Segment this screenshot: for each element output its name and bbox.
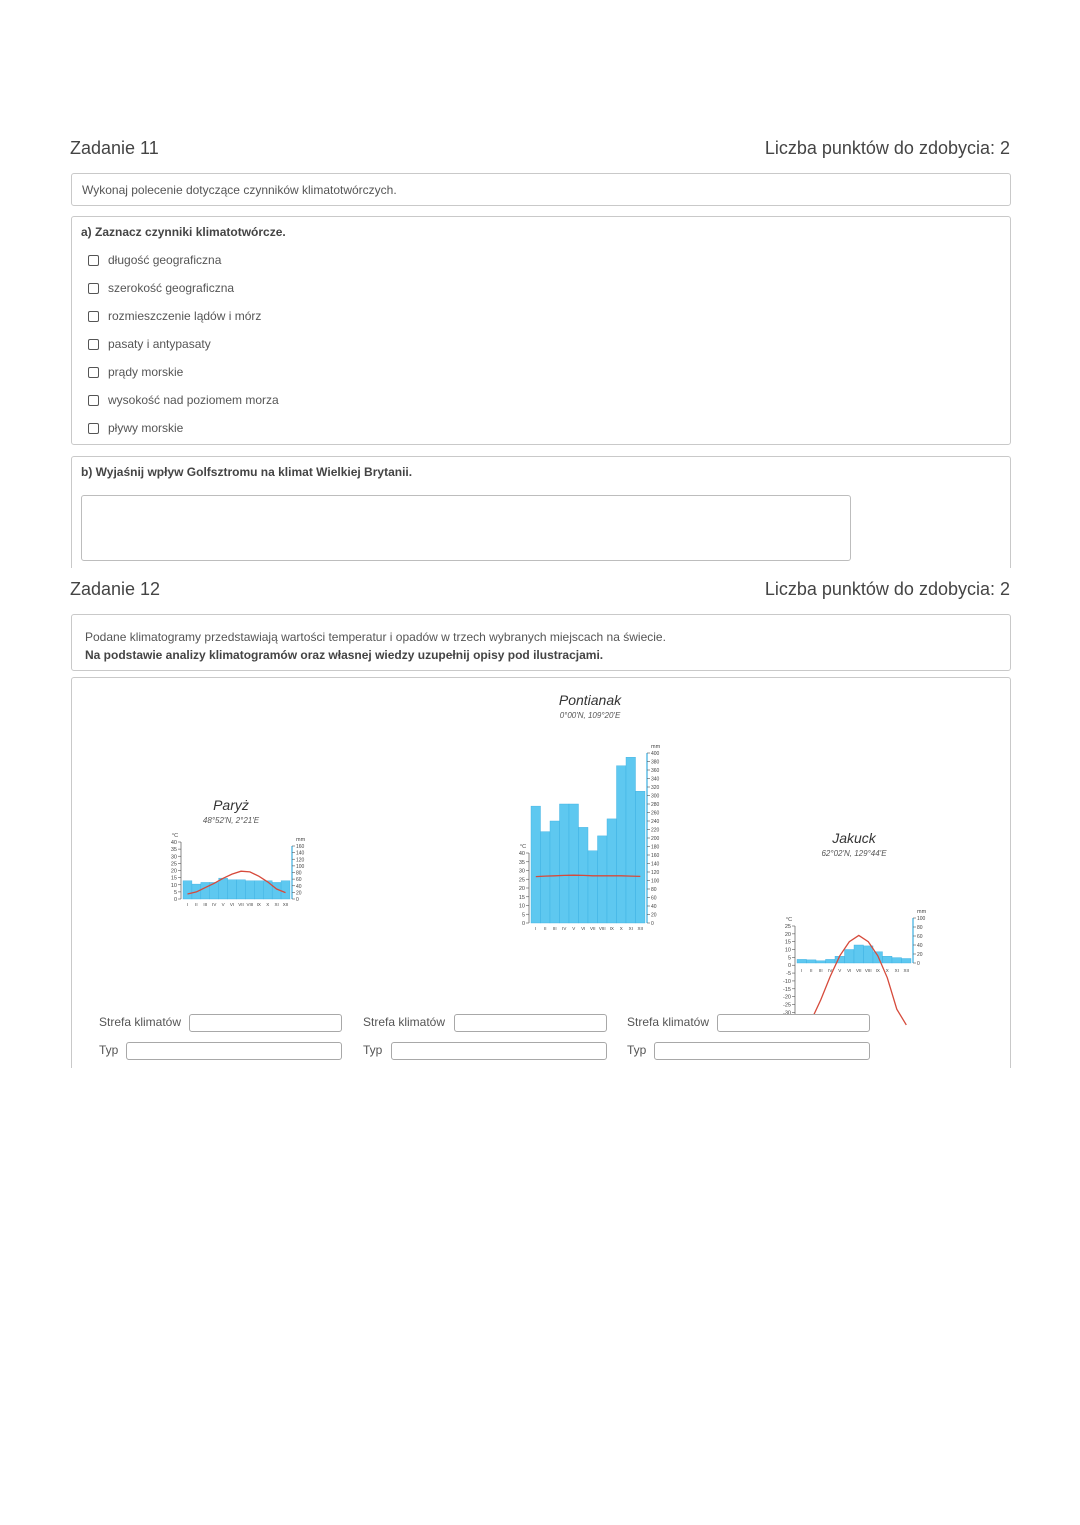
task12-instruction-box <box>71 614 1011 671</box>
precip-bar <box>636 791 646 923</box>
chart-subtitle: 48°52'N, 2°21'E <box>202 816 260 825</box>
precip-tick-label: 380 <box>651 759 660 766</box>
temp-tick-label: 30 <box>518 868 525 875</box>
chart-subtitle: 62°02'N, 129°44'E <box>821 849 887 858</box>
precip-bar <box>826 959 836 963</box>
task11-part-a-box <box>71 216 1011 445</box>
precip-tick-label: 0 <box>917 961 920 967</box>
task12-title: Zadanie 12 <box>70 579 161 599</box>
task11-header <box>70 138 1010 159</box>
precip-bar <box>845 950 855 964</box>
temp-tick-label: 10 <box>518 903 525 910</box>
month-label: VI <box>229 902 235 907</box>
option-label: pływy morskie <box>108 421 184 435</box>
precip-tick-label: 0 <box>296 897 299 903</box>
precip-tick-label: 200 <box>651 836 660 842</box>
month-label: VII <box>238 902 244 907</box>
precip-bar <box>864 946 874 963</box>
precip-tick-label: 220 <box>651 827 660 834</box>
option-row[interactable] <box>88 358 279 386</box>
temp-tick-label: -10 <box>783 978 791 985</box>
temp-tick-label: 5 <box>521 912 525 919</box>
climate-chart-pontianak <box>437 692 661 938</box>
precip-bar <box>854 945 864 963</box>
task11-part-b-label: b) Wyjaśnij wpływ Golfsztromu na klimat Wielkiej Brytanii. <box>81 465 413 479</box>
month-label: XI <box>628 926 633 931</box>
option-label: szerokość geograficzna <box>108 281 235 295</box>
month-label: XI <box>274 902 279 907</box>
option-row[interactable] <box>88 274 279 302</box>
precip-tick-label: 20 <box>917 952 923 958</box>
temp-tick-label: 15 <box>784 939 791 946</box>
month-label: X <box>266 902 270 907</box>
zone-input-pontianak[interactable] <box>454 1014 607 1032</box>
precip-bar <box>237 880 246 899</box>
month-label: XII <box>637 926 644 931</box>
temp-tick-label: 0 <box>787 963 791 970</box>
temp-tick-label: 20 <box>784 931 791 938</box>
precip-tick-label: 0 <box>651 921 654 927</box>
precip-tick-label: 60 <box>296 877 302 884</box>
task11-options-list <box>88 246 279 442</box>
month-label: V <box>221 902 225 907</box>
chart-title: Pontianak <box>558 692 622 708</box>
precip-tick-label: 100 <box>296 863 305 870</box>
precip-tick-label: 60 <box>651 895 657 902</box>
temp-unit: °C <box>171 833 179 839</box>
month-label: X <box>885 968 889 974</box>
month-label: XII <box>282 902 289 907</box>
task12-header <box>70 579 1010 600</box>
precip-bar <box>228 880 237 899</box>
option-label: wysokość nad poziomem morza <box>108 393 279 407</box>
task11-title: Zadanie 11 <box>70 138 159 158</box>
month-label: I <box>186 902 189 907</box>
month-label: II <box>543 926 547 931</box>
month-label: VIII <box>246 902 254 907</box>
month-label: VIII <box>864 968 872 974</box>
precip-tick-label: 100 <box>917 916 926 922</box>
temp-tick-label: 10 <box>170 882 177 889</box>
task11-points: Liczba punktów do zdobycia: 2 <box>764 138 1010 158</box>
month-label: V <box>838 968 842 974</box>
precip-unit: mm <box>917 909 927 915</box>
precip-tick-label: 320 <box>651 785 660 791</box>
zone-input-paryz[interactable] <box>189 1014 342 1032</box>
precip-tick-label: 160 <box>296 844 305 850</box>
precip-bar <box>807 960 817 963</box>
task11-answer-textarea[interactable] <box>81 495 851 561</box>
precip-bar <box>588 851 598 923</box>
precip-bar <box>607 819 617 923</box>
precip-bar <box>892 958 902 963</box>
month-label: I <box>535 926 537 931</box>
precip-tick-label: 180 <box>651 844 660 851</box>
precip-tick-label: 20 <box>296 890 302 897</box>
temp-tick-label: 25 <box>170 861 177 868</box>
checkbox[interactable] <box>88 311 99 322</box>
climate-chart-paryz <box>172 798 352 938</box>
precip-bar <box>531 806 541 923</box>
precip-bar <box>626 757 636 923</box>
month-label: IX <box>875 968 880 974</box>
precip-bar <box>816 961 826 963</box>
task12-instruction-line1: Podane klimatogramy przedstawiają wartości temperatur i opadów w trzech wybranych miejscach na świecie. <box>85 630 666 644</box>
option-row[interactable] <box>88 302 279 330</box>
option-label: rozmieszczenie lądów i mórz <box>108 309 262 323</box>
month-label: II <box>809 968 813 974</box>
month-label: VII <box>589 926 596 931</box>
checkbox[interactable] <box>88 255 99 266</box>
precip-bar <box>281 881 290 899</box>
temp-unit: °C <box>785 917 793 923</box>
precip-tick-label: 140 <box>651 861 660 868</box>
month-label: XI <box>894 968 899 974</box>
option-row[interactable] <box>88 386 279 414</box>
task11-instruction-box <box>71 173 1011 206</box>
temp-tick-label: 5 <box>173 889 177 896</box>
zone-label-3: Strefa klimatów <box>627 1015 710 1029</box>
precip-bar <box>201 882 210 899</box>
temp-tick-label: 30 <box>170 854 177 861</box>
checkbox[interactable] <box>88 367 99 378</box>
temp-tick-label: -15 <box>783 986 791 993</box>
month-label: IV <box>562 926 567 931</box>
task11-instruction: Wykonaj polecenie dotyczące czynników klimatotwórczych. <box>82 182 397 197</box>
temp-tick-label: 20 <box>518 886 525 892</box>
checkbox[interactable] <box>88 395 99 406</box>
type-label-1: Typ <box>99 1043 119 1057</box>
precip-bar <box>263 881 272 899</box>
month-label: IV <box>828 968 833 974</box>
month-label: IX <box>256 902 261 907</box>
precip-tick-label: 140 <box>296 850 305 857</box>
month-label: VI <box>847 968 852 974</box>
month-label: XII <box>903 968 910 974</box>
precip-bar <box>560 804 570 923</box>
type-input-paryz[interactable] <box>126 1042 342 1060</box>
precip-bar <box>254 881 263 899</box>
option-label: prądy morskie <box>108 365 184 379</box>
type-label-2: Typ <box>363 1043 383 1057</box>
option-row[interactable] <box>88 246 279 274</box>
precip-tick-label: 40 <box>296 883 302 890</box>
chart-title: Jakuck <box>832 830 876 846</box>
temp-tick-label: -5 <box>786 971 791 978</box>
temp-tick-label: 10 <box>784 947 791 954</box>
temp-tick-label: -20 <box>783 994 791 1001</box>
temp-tick-label: 0 <box>173 897 177 903</box>
precip-bar <box>902 959 912 964</box>
month-label: IX <box>609 926 614 931</box>
precip-bar <box>873 952 883 963</box>
precip-tick-label: 120 <box>296 857 305 864</box>
temp-tick-label: 25 <box>518 877 525 884</box>
chart-title: Paryż <box>213 797 249 813</box>
temp-tick-label: 40 <box>518 851 525 857</box>
precip-tick-label: 100 <box>651 878 660 885</box>
precip-bar <box>541 832 551 923</box>
month-label: III <box>552 926 557 931</box>
task12-instruction-line2: Na podstawie analizy klimatogramów oraz własnej wiedzy uzupełnij opisy pod ilustracjami. <box>85 648 604 662</box>
temp-tick-label: 35 <box>518 859 525 866</box>
precip-tick-label: 120 <box>651 870 660 876</box>
task12-points: Liczba punktów do zdobycia: 2 <box>764 579 1010 599</box>
task12-charts-box <box>71 677 1011 1068</box>
precip-tick-label: 160 <box>651 853 660 859</box>
temp-tick-label: 15 <box>518 894 525 901</box>
option-label: długość geograficzna <box>108 253 222 267</box>
month-label: IV <box>212 902 217 907</box>
precip-bar <box>797 959 807 963</box>
precip-tick-label: 80 <box>917 925 923 931</box>
month-label: VII <box>855 968 862 974</box>
precip-tick-label: 360 <box>651 768 660 774</box>
chart-subtitle: 0°00'N, 109°20'E <box>559 711 621 720</box>
precip-tick-label: 20 <box>651 912 657 919</box>
month-label: VIII <box>598 926 606 931</box>
type-label-3: Typ <box>627 1043 647 1057</box>
month-label: II <box>195 902 198 907</box>
month-label: VI <box>581 926 586 931</box>
zone-input-jakuck[interactable] <box>717 1014 870 1032</box>
month-label: X <box>619 926 623 931</box>
month-label: V <box>572 926 576 931</box>
precip-tick-label: 80 <box>296 870 302 877</box>
option-row[interactable] <box>88 330 279 358</box>
month-label: I <box>801 968 803 974</box>
temp-tick-label: 15 <box>170 875 177 882</box>
checkbox[interactable] <box>88 339 99 350</box>
precip-tick-label: 80 <box>651 887 657 893</box>
checkbox[interactable] <box>88 423 99 434</box>
climate-chart-jakuck <box>697 828 927 1009</box>
temp-tick-label: 40 <box>170 840 177 846</box>
precip-tick-label: 40 <box>917 943 923 949</box>
precip-tick-label: 260 <box>651 810 660 817</box>
precip-bar <box>550 821 560 923</box>
zone-label-1: Strefa klimatów <box>99 1015 182 1029</box>
temp-unit: °C <box>519 844 527 850</box>
precip-bar <box>598 836 608 923</box>
precip-tick-label: 240 <box>651 819 660 825</box>
precip-bar <box>183 881 192 899</box>
type-input-jakuck[interactable] <box>654 1042 870 1060</box>
precip-tick-label: 400 <box>651 751 660 757</box>
precip-tick-label: 60 <box>917 934 923 940</box>
task11-part-a-label: a) Zaznacz czynniki klimatotwórcze. <box>81 225 286 239</box>
precip-tick-label: 340 <box>651 776 660 783</box>
temp-tick-label: 35 <box>170 847 177 854</box>
checkbox[interactable] <box>88 283 99 294</box>
precip-unit: mm <box>296 837 306 843</box>
month-label: III <box>818 968 823 974</box>
precip-bar <box>219 878 228 899</box>
precip-bar <box>617 766 627 923</box>
option-label: pasaty i antypasaty <box>108 337 211 351</box>
temp-tick-label: 25 <box>784 924 791 930</box>
precip-tick-label: 300 <box>651 793 660 800</box>
precip-bar <box>569 804 579 923</box>
temp-tick-label: 0 <box>521 921 525 927</box>
temp-tick-label: 20 <box>170 868 177 875</box>
precip-unit: mm <box>651 744 661 750</box>
type-input-pontianak[interactable] <box>391 1042 607 1060</box>
precip-tick-label: 40 <box>651 904 657 910</box>
temp-tick-label: -25 <box>783 1002 791 1009</box>
precip-tick-label: 280 <box>651 802 660 808</box>
precip-bar <box>245 881 254 899</box>
precip-bar <box>883 956 893 963</box>
option-row[interactable] <box>88 414 279 442</box>
temp-tick-label: 5 <box>787 955 791 962</box>
task11-part-b-box <box>71 456 1011 568</box>
month-label: III <box>203 902 208 907</box>
zone-label-2: Strefa klimatów <box>363 1015 446 1029</box>
